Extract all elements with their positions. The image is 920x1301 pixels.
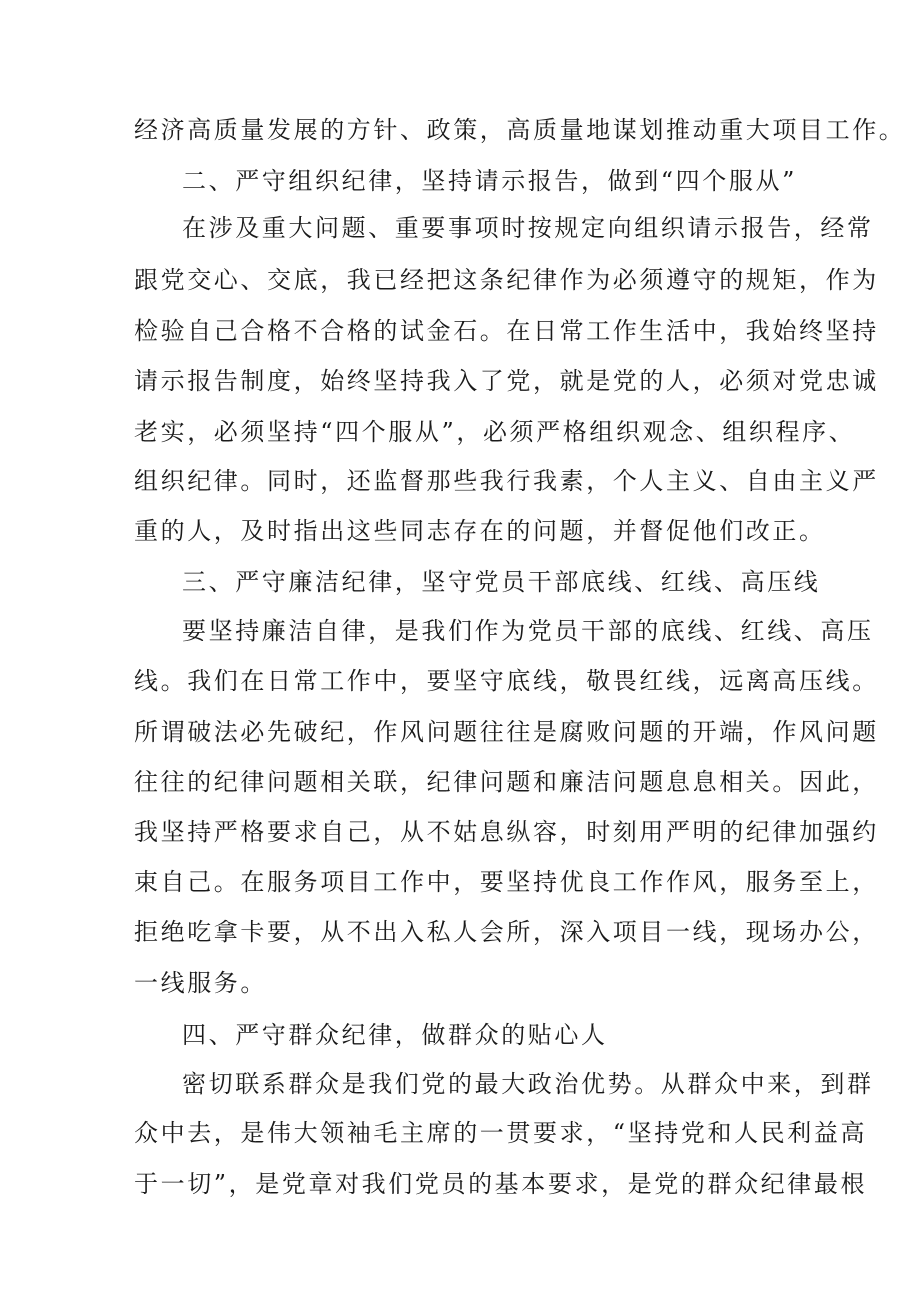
paragraph-line: 密切联系群众是我们党的最大政治优势。从群众中来，到群 [182, 1070, 874, 1098]
paragraph-line: 我坚持严格要求自己，从不姑息纵容，时刻用严明的纪律加强约 [134, 818, 879, 846]
section-heading: 二、严守组织纪律，坚持请示报告，做到“四个服从” [182, 167, 797, 195]
paragraph-line: 重的人，及时指出这些同志存在的问题，并督促他们改正。 [134, 517, 826, 545]
paragraph-line: 束自己。在服务项目工作中，要坚持优良工作作风，服务至上， [134, 868, 879, 896]
paragraph-line: 往往的纪律问题相关联，纪律问题和廉洁问题息息相关。因此， [134, 768, 879, 796]
paragraph-line: 组织纪律。同时，还监督那些我行我素，个人主义、自由主义严 [134, 467, 879, 495]
paragraph-line: 要坚持廉洁自律，是我们作为党员干部的底线、红线、高压 [182, 617, 874, 645]
paragraph-line: 众中去，是伟大领袖毛主席的一贯要求，“坚持党和人民利益高 [134, 1119, 868, 1147]
paragraph-line: 请示报告制度，始终坚持我入了党，就是党的人，必须对党忠诚 [134, 367, 879, 395]
paragraph-line: 一线服务。 [134, 969, 267, 997]
paragraph-line: 于一切”，是党章对我们党员的基本要求，是党的群众纪律最根 [134, 1170, 868, 1198]
paragraph-line: 检验自己合格不合格的试金石。在日常工作生活中，我始终坚持 [134, 317, 879, 345]
paragraph-line: 所谓破法必先破纪，作风问题往往是腐败问题的开端，作风问题 [134, 718, 879, 746]
section-heading: 四、严守群众纪律，做群众的贴心人 [182, 1021, 608, 1049]
paragraph-line: 在涉及重大问题、重要事项时按规定向组织请示报告，经常 [182, 214, 874, 242]
paragraph-line: 拒绝吃拿卡要，从不出入私人会所，深入项目一线，现场办公， [134, 918, 879, 946]
section-heading: 三、严守廉洁纪律，坚守党员干部底线、红线、高压线 [182, 568, 821, 596]
paragraph-line: 经济高质量发展的方针、政策，高质量地谋划推动重大项目工作。 [134, 116, 906, 144]
paragraph-line: 跟党交心、交底，我已经把这条纪律作为必须遵守的规矩，作为 [134, 266, 879, 294]
paragraph-line: 线。我们在日常工作中，要坚守底线，敬畏红线，远离高压线。 [134, 667, 879, 695]
paragraph-line: 老实，必须坚持“四个服从”，必须严格组织观念、组织程序、 [134, 418, 856, 446]
